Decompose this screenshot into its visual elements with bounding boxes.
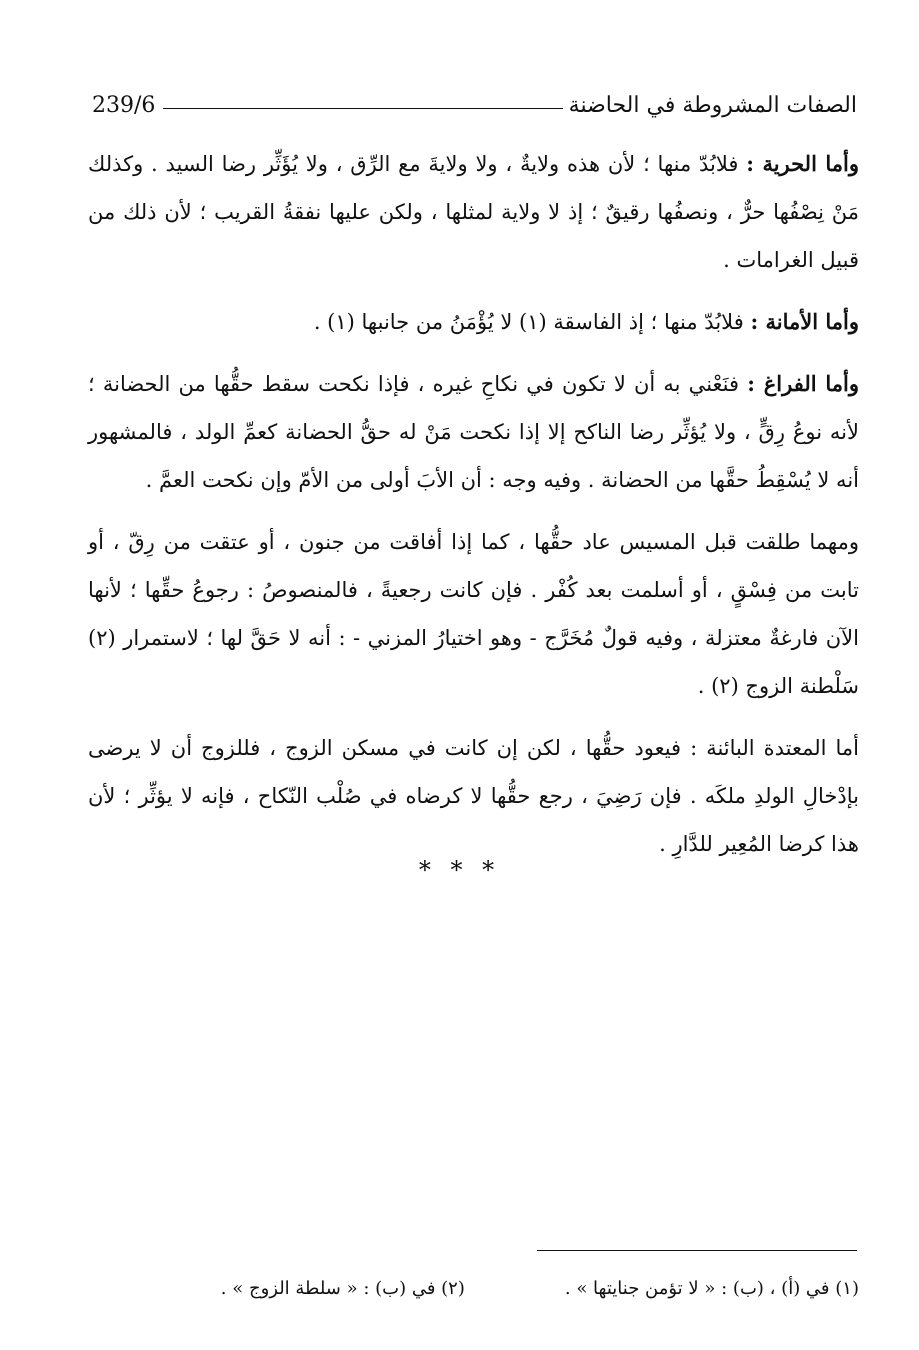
paragraph-unmarried bbox=[88, 360, 859, 504]
paragraph-term: وأما الأمانة : bbox=[750, 309, 859, 334]
paragraph-text: فلابُدّ منها ؛ إذ الفاسقة (١) لا يُؤْمَنُ من جانبها (١) . bbox=[313, 310, 751, 334]
header-rule bbox=[163, 108, 562, 109]
chapter-title: الصفات المشروطة في الحاضنة bbox=[568, 93, 857, 118]
footnote-2: (٢) في (ب) : « سلطة الزوج » . bbox=[220, 1278, 465, 1299]
paragraph-text: أما المعتدة البائنة : فيعود حقُّها ، لكن إن كانت في مسكن الزوج ، فللزوج أن لا يرضى بإدْخالِ الولدِ ملكَه . فإن رَضِيَ ، رجع حقُّها لا كرضاه في صُلْب النّكاح ، فإنه لا يؤثِّر ؛ لأن هذا كرضا المُعِير للدَّارِ . bbox=[88, 736, 859, 856]
paragraph-term: وأما الحرية : bbox=[746, 151, 859, 176]
page-number: 239/6 bbox=[92, 93, 156, 118]
paragraph-freedom bbox=[88, 140, 859, 284]
paragraph-term: وأما الفراغ : bbox=[747, 371, 859, 396]
paragraph-irrevocable-idda bbox=[88, 724, 859, 868]
running-header bbox=[92, 78, 857, 118]
main-text bbox=[88, 140, 859, 882]
paragraph-divorce bbox=[88, 518, 859, 710]
paragraph-text: ومهما طلقت قبل المسيس عاد حقُّها ، كما إذا أفاقت من جنون ، أو عتقت من رِقّ ، أو تابت من فِسْقٍ ، أو أسلمت بعد كُفْر . فإن كانت رجعيةً ، فالمنصوصُ : رجوعُ حقِّها ؛ لأنها الآن فارغةٌ معتزلة ، وفيه قولٌ مُخَرَّج - وهو اختيارُ المزني - : أنه لا حَقَّ لها ؛ لاستمرار (٢) سَلْطنة الزوج (٢) . bbox=[88, 530, 859, 698]
section-ornament: * * * bbox=[418, 856, 501, 884]
footnote-1: (١) في (أ) ، (ب) : « لا تؤمن جنايتها » . bbox=[564, 1278, 859, 1299]
footnote-rule bbox=[537, 1250, 857, 1251]
paragraph-trustworthiness bbox=[88, 298, 859, 346]
paragraph-text: فنَعْني به أن لا تكون في نكاحِ غيره ، فإذا نكحت سقط حقُّها من الحضانة ؛ لأنه نوعُ رِقٍّ ، ولا يُؤثِّر رضا الناكح إلا إذا نكحت مَنْ له حقُّ الحضانة كعمِّ الولد ، فالمشهور أنه لا يُسْقِطُ حقَّها من الحضانة . وفيه وجه : أن الأبَ أولى من الأمّ وإن نكحت العمَّ . bbox=[88, 372, 859, 492]
paragraph-text: فلابُدّ منها ؛ لأن هذه ولايةٌ ، ولا ولايةَ مع الرِّق ، ولا يُؤَثِّر رضا السيد . وكذلك مَنْ نِصْفُها حرٌّ ، ونصفُها رقيقٌ ؛ إذ لا ولاية لمثلها ، ولكن عليها نفقةُ القريب ؛ لأن ذلك من قبيل الغرامات . bbox=[88, 152, 859, 272]
footnotes bbox=[190, 1278, 859, 1299]
